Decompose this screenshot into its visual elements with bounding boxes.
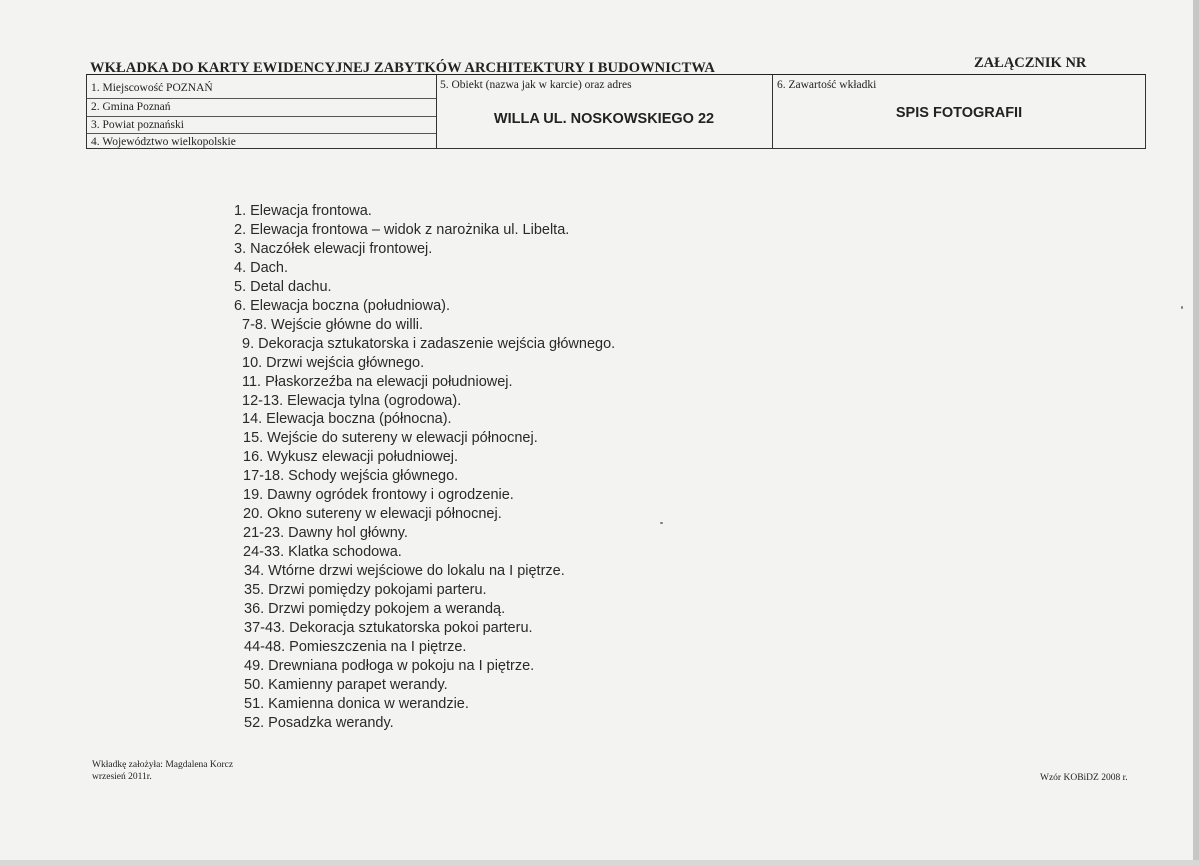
photo-list-item: 16. Wykusz elewacji południowej. — [243, 449, 459, 465]
photo-list-item: 5. Detal dachu. — [234, 279, 332, 295]
photo-list-item: 36. Drzwi pomiędzy pokojem a werandą. — [244, 601, 506, 617]
scan-speck — [1181, 306, 1183, 309]
photo-list-item: 52. Posadzka werandy. — [244, 715, 394, 731]
photo-list-item: 20. Okno sutereny w elewacji północnej. — [243, 506, 502, 522]
content-value: SPIS FOTOGRAFII — [895, 105, 1023, 121]
content-label: 6. Zawartość wkładki — [777, 79, 877, 91]
object-value: WILLA UL. NOSKOWSKIEGO 22 — [493, 111, 715, 127]
photo-list-item: 49. Drewniana podłoga w pokoju na I piętrze. — [244, 658, 535, 674]
footer-author-block — [92, 759, 233, 783]
content-column — [773, 75, 1145, 148]
photo-list-item: 3. Naczółek elewacji frontowej. — [234, 241, 433, 257]
photo-list-item: 44-48. Pomieszczenia na I piętrze. — [244, 639, 467, 655]
photo-list-item: 7-8. Wejście główne do willi. — [242, 317, 424, 333]
scan-speck — [660, 522, 663, 524]
object-label: 5. Obiekt (nazwa jak w karcie) oraz adres — [440, 79, 632, 91]
object-column — [436, 75, 773, 148]
photo-list-item: 51. Kamienna donica w werandzie. — [244, 696, 469, 712]
annex-number-label: ZAŁĄCZNIK NR — [974, 55, 1087, 71]
scan-edge-right — [1193, 0, 1199, 866]
county-field: 3. Powiat poznański — [87, 117, 436, 134]
photo-list-item: 21-23. Dawny hol główny. — [243, 525, 408, 541]
footer-date: wrzesień 2011r. — [92, 772, 152, 782]
photo-list-item: 19. Dawny ogródek frontowy i ogrodzenie. — [243, 487, 514, 503]
photo-list-item: 12-13. Elewacja tylna (ogrodowa). — [242, 393, 462, 409]
photo-list-item: 24-33. Klatka schodowa. — [243, 544, 402, 560]
municipality-field: 2. Gmina Poznań — [87, 99, 436, 117]
photo-list-item: 14. Elewacja boczna (północna). — [242, 411, 452, 427]
photo-list-item: 50. Kamienny parapet werandy. — [244, 677, 448, 693]
footer-author: Wkładkę założyła: Magdalena Korcz — [92, 760, 234, 770]
location-column — [87, 75, 437, 148]
locality-field: 1. Miejscowość POZNAŃ — [87, 80, 436, 99]
photo-list-item: 6. Elewacja boczna (południowa). — [234, 298, 451, 314]
document-title: WKŁADKA DO KARTY EWIDENCYJNEJ ZABYTKÓW ARCHITEKTURY I BUDOWNICTWA — [90, 60, 715, 76]
photo-list-item: 11. Płaskorzeźba na elewacji południowej. — [242, 374, 513, 390]
photo-list-item: 1. Elewacja frontowa. — [234, 203, 372, 219]
photo-list-item: 10. Drzwi wejścia głównego. — [242, 355, 425, 371]
photo-list-item: 17-18. Schody wejścia głównego. — [243, 468, 459, 484]
photo-list-item: 34. Wtórne drzwi wejściowe do lokalu na I piętrze. — [244, 563, 565, 579]
photo-list-item: 37-43. Dekoracja sztukatorska pokoi parteru. — [244, 620, 533, 636]
footer-template-version: Wzór KOBiDZ 2008 r. — [1040, 773, 1128, 783]
scan-edge-bottom — [0, 860, 1199, 866]
photo-list-item: 4. Dach. — [234, 260, 288, 276]
voivodeship-field: 4. Województwo wielkopolskie — [91, 136, 236, 148]
photo-list-item: 9. Dekoracja sztukatorska i zadaszenie wejścia głównego. — [242, 336, 616, 352]
photo-list-item: 15. Wejście do sutereny w elewacji północnej. — [243, 430, 538, 446]
photo-list-item: 35. Drzwi pomiędzy pokojami parteru. — [244, 582, 487, 598]
photo-list-item: 2. Elewacja frontowa – widok z narożnika ul. Libelta. — [234, 222, 570, 238]
record-form-table — [86, 74, 1146, 149]
